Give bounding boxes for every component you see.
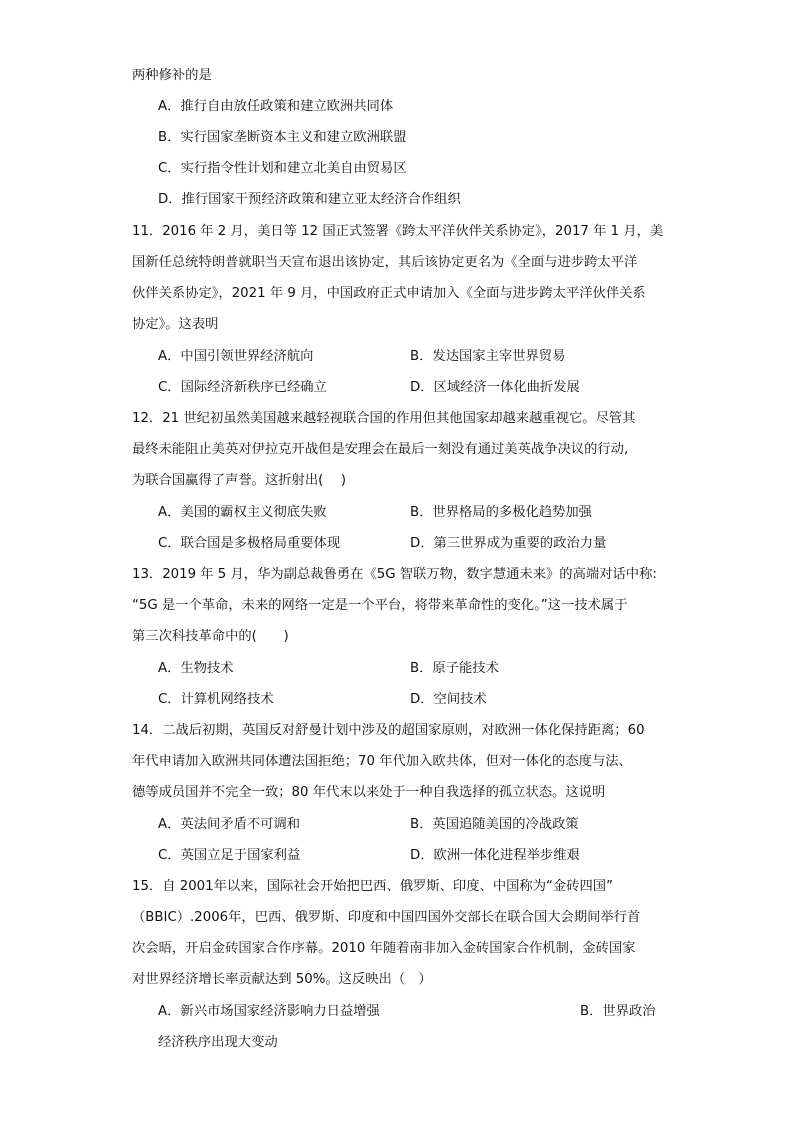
q11-option-c: C．国际经济新秩序已经确立 bbox=[158, 380, 327, 395]
q15-stem-line: 次会晤，开启金砖国家合作序幕。2010 年随着南非加入金砖国家合作机制，金砖国家 bbox=[132, 941, 636, 956]
q15-stem-line: 对世界经济增长率贡献达到 50%。这反映出（ ） bbox=[132, 972, 432, 987]
q13-stem-line: 13．2019 年 5 月，华为副总裁鲁勇在《5G 智联万物，数字慧通未来》的高端对话中称: bbox=[132, 567, 657, 582]
q10-stem: 两种修补的是 bbox=[132, 68, 212, 83]
q13-option-d: D．空间技术 bbox=[410, 692, 487, 707]
q12-option-d: D．第三世界成为重要的政治力量 bbox=[410, 536, 607, 551]
q14-stem-line: 年代申请加入欧洲共同体遭法国拒绝；70 年代加入欧共体，但对一体化的态度与法、 bbox=[132, 754, 632, 769]
q12-stem-line: 12．21 世纪初虽然美国越来越轻视联合国的作用但其他国家却越来越重视它。尽管其 bbox=[132, 411, 636, 426]
q11-stem-line: 国新任总统特朗普就职当天宣布退出该协定，其后该协定更名为《全面与进步跨太平洋 bbox=[132, 255, 638, 270]
q10-option-d: D．推行国家干预经济政策和建立亚太经济合作组织 bbox=[158, 192, 461, 207]
q14-option-c: C．英国立足于国家利益 bbox=[158, 848, 301, 863]
q14-stem-line: 德等成员国并不完全一致；80 年代末以来处于一种自我选择的孤立状态。这说明 bbox=[132, 785, 606, 800]
q12-option-c: C．联合国是多极格局重要体现 bbox=[158, 536, 341, 551]
q12-option-b: B．世界格局的多极化趋势加强 bbox=[410, 505, 592, 520]
q13-stem-line: “5G 是一个革命，未来的网络一定是一个平台，将带来革命性的变化。”这一技术属于 bbox=[132, 598, 628, 613]
q13-option-c: C．计算机网络技术 bbox=[158, 692, 274, 707]
q13-option-b: B．原子能技术 bbox=[410, 661, 499, 676]
q15-stem-line: 15．自 2001年以来，国际社会开始把巴西、俄罗斯、印度、中国称为“金砖四国” bbox=[132, 879, 613, 894]
q11-option-a: A．中国引领世界经济航向 bbox=[158, 349, 314, 364]
q15-option-b-continued: 经济秩序出现大变动 bbox=[158, 1035, 278, 1050]
q13-stem-line: 第三次科技革命中的( ) bbox=[132, 629, 289, 644]
q10-option-b: B．实行国家垄断资本主义和建立欧洲联盟 bbox=[158, 130, 407, 145]
q11-stem-line: 11．2016 年 2 月，美日等 12 国正式签署《跨太平洋伙伴关系协定》，2017 年 1 月，美 bbox=[132, 224, 664, 239]
q12-stem-line: 为联合国赢得了声誉。这折射出( ) bbox=[132, 473, 347, 488]
q11-option-b: B．发达国家主宰世界贸易 bbox=[410, 349, 566, 364]
q13-option-a: A．生物技术 bbox=[158, 661, 234, 676]
q14-option-b: B．英国追随美国的冷战政策 bbox=[410, 817, 579, 832]
q12-option-a: A．美国的霸权主义彻底失败 bbox=[158, 505, 327, 520]
q15-stem-line: （BBIC）.2006年，巴西、俄罗斯、印度和中国四国外交部长在联合国大会期间举行首 bbox=[132, 910, 641, 925]
q14-stem-line: 14．二战后初期，英国反对舒曼计划中涉及的超国家原则，对欧洲一体化保持距离；60 bbox=[132, 723, 645, 738]
q10-option-a: A．推行自由放任政策和建立欧洲共同体 bbox=[158, 99, 394, 114]
q11-stem-line: 伙伴关系协定》，2021 年 9 月，中国政府正式申请加入《全面与进步跨太平洋伙伴关系 bbox=[132, 286, 646, 301]
q10-option-c: C．实行指令性计划和建立北美自由贸易区 bbox=[158, 161, 407, 176]
q12-stem-line: 最终未能阻止美英对伊拉克开战但是安理会在最后一刻没有通过美英战争决议的行动, bbox=[132, 442, 629, 457]
q15-option-b: B．世界政治 bbox=[580, 1004, 656, 1019]
q14-option-a: A．英法间矛盾不可调和 bbox=[158, 817, 301, 832]
q11-stem-line: 协定》。这表明 bbox=[132, 317, 219, 332]
q11-option-d: D．区域经济一体化曲折发展 bbox=[410, 380, 580, 395]
q14-option-d: D．欧洲一体化进程举步维艰 bbox=[410, 848, 580, 863]
q15-option-a: A．新兴市场国家经济影响力日益增强 bbox=[158, 1004, 380, 1019]
